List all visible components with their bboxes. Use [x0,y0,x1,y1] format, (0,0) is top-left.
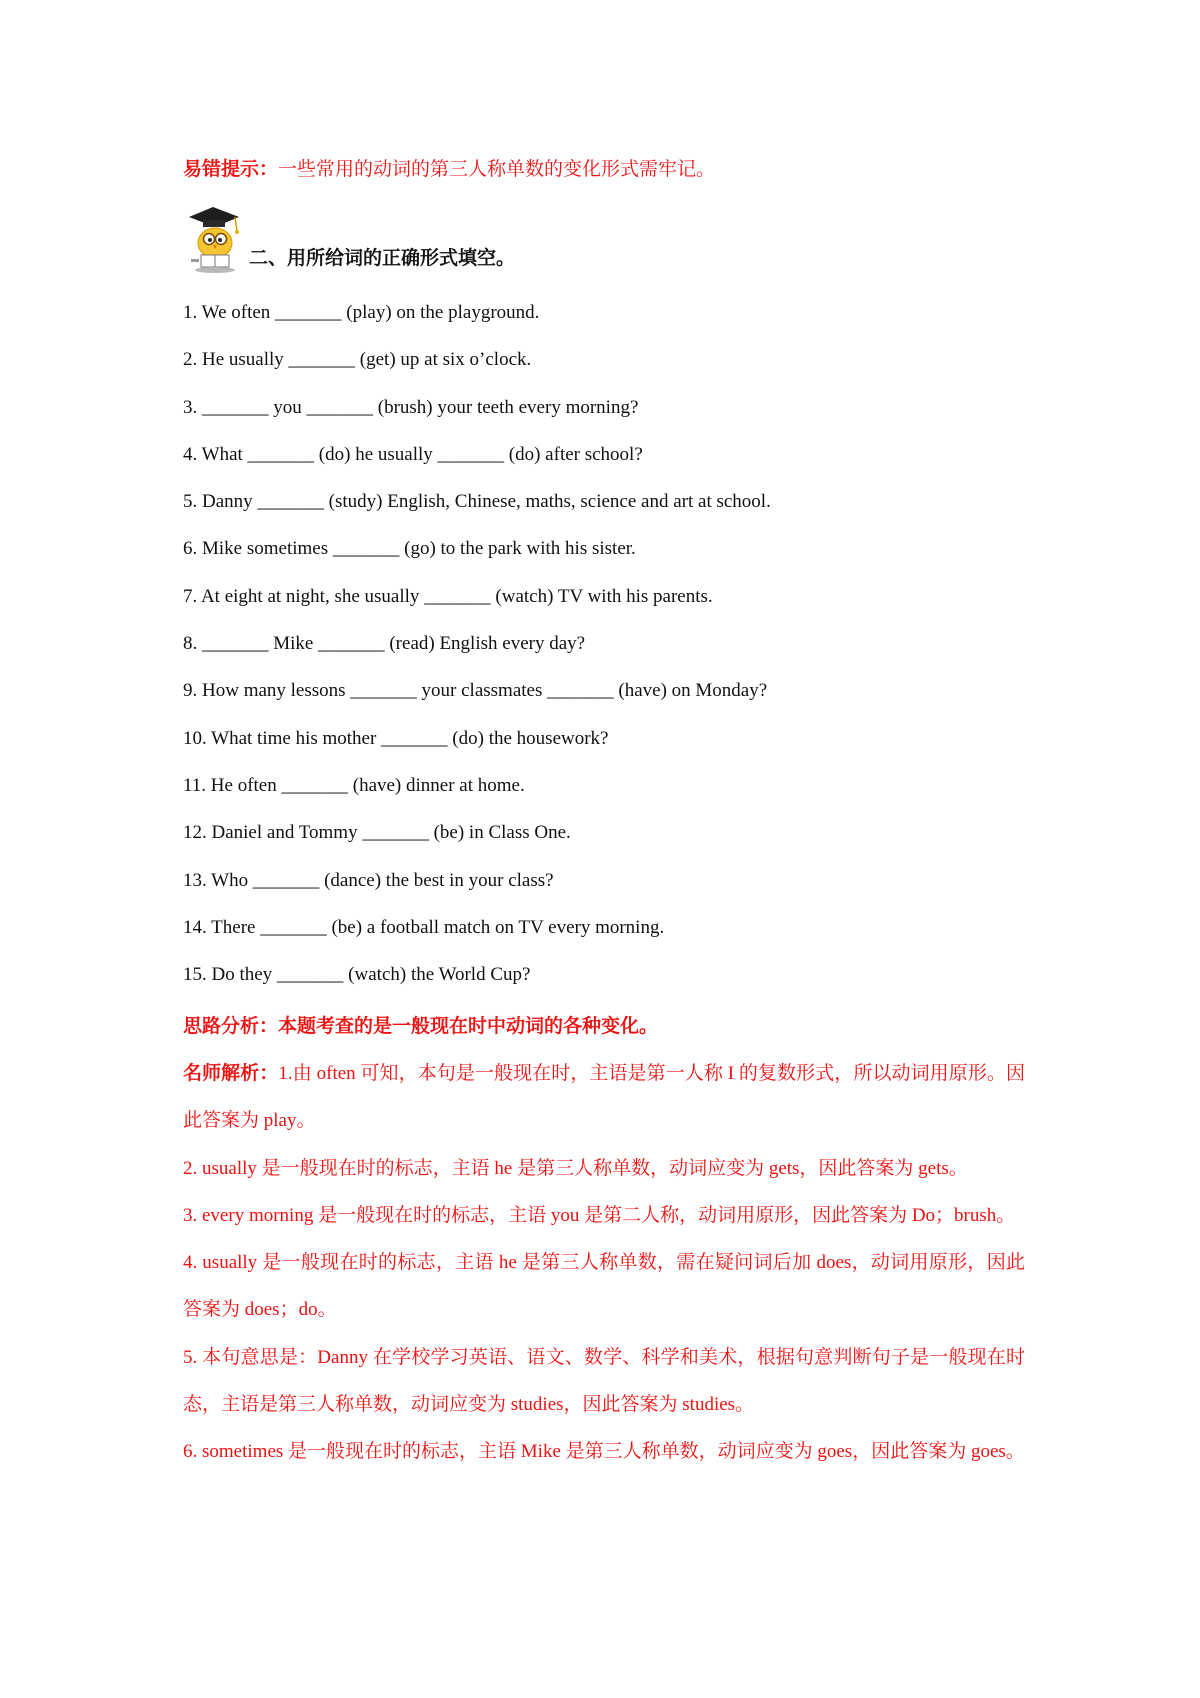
question-3: 3. _______ you _______ (brush) your teeth every morning? [183,396,639,418]
error-tip-label: 易错提示： [183,159,279,180]
explanation [183,1050,1025,1476]
graduate-owl-mascot-icon [183,203,245,275]
question-13: 13. Who _______ (dance) the best in your class? [183,869,554,891]
question-8: 8. _______ Mike _______ (read) English every day? [183,633,586,655]
explanation-label: 名师解析： [183,1063,279,1084]
analysis-label: 思路分析： [183,1016,279,1037]
explanation-item-5: 5. 本句意思是：Danny 在学校学习英语、语文、数学、科学和美术，根据句意判断句子是一般现在时态，主语是第三人称单数，动词应变为 studies，因此答案为 studies。 [183,1346,1025,1416]
explanation-item-6: 6. sometimes 是一般现在时的标志，主语 Mike 是第三人称单数，动词应变为 goes，因此答案为 goes。 [183,1441,1025,1463]
explanation-item-1 [183,1050,1025,1145]
question-7: 7. At eight at night, she usually _______ (watch) TV with his parents. [183,585,713,607]
analysis-text: 本题考查的是一般现在时中动词的各种变化。 [278,1016,659,1037]
question-2: 2. He usually _______ (get) up at six o’clock. [183,349,532,371]
question-5: 5. Danny _______ (study) English, Chinese, maths, science and art at school. [183,491,771,513]
question-14: 14. There _______ (be) a football match on TV every morning. [183,916,665,938]
question-9: 9. How many lessons _______ your classmates _______ (have) on Monday? [183,680,768,702]
question-12: 12. Daniel and Tommy _______ (be) in Class One. [183,822,571,844]
explanation-item-4: 4. usually 是一般现在时的标志，主语 he 是第三人称单数，需在疑问词后加 does，动词用原形，因此答案为 does；do。 [183,1252,1025,1321]
section-heading [183,203,1025,275]
question-4: 4. What _______ (do) he usually _______ (do) after school? [183,443,643,465]
explanation-text-1: 1.由 often 可知，本句是一般现在时，主语是第一人称 I 的复数形式，所以动词用原形。因此答案为 play。 [183,1063,1025,1132]
question-list [183,289,1025,998]
explanation-item-3: 3. every morning 是一般现在时的标志，主语 you 是第二人称，动词用原形，因此答案为 Do；brush。 [183,1204,1016,1226]
question-1: 1. We often _______ (play) on the playground. [183,302,540,323]
analysis [183,1003,1025,1050]
error-tip-text: 一些常用的动词的第三人称单数的变化形式需牢记。 [278,159,716,180]
explanation-item-2: 2. usually 是一般现在时的标志，主语 he 是第三人称单数，动词应变为 gets，因此答案为 gets。 [183,1157,968,1179]
question-10: 10. What time his mother _______ (do) the housework? [183,727,609,749]
question-11: 11. He often _______ (have) dinner at home. [183,774,525,796]
section-title: 二、用所给词的正确形式填空。 [249,248,516,269]
question-15: 15. Do they _______ (watch) the World Cup? [183,964,531,986]
error-tip [183,146,1025,193]
question-6: 6. Mike sometimes _______ (go) to the park with his sister. [183,538,636,560]
